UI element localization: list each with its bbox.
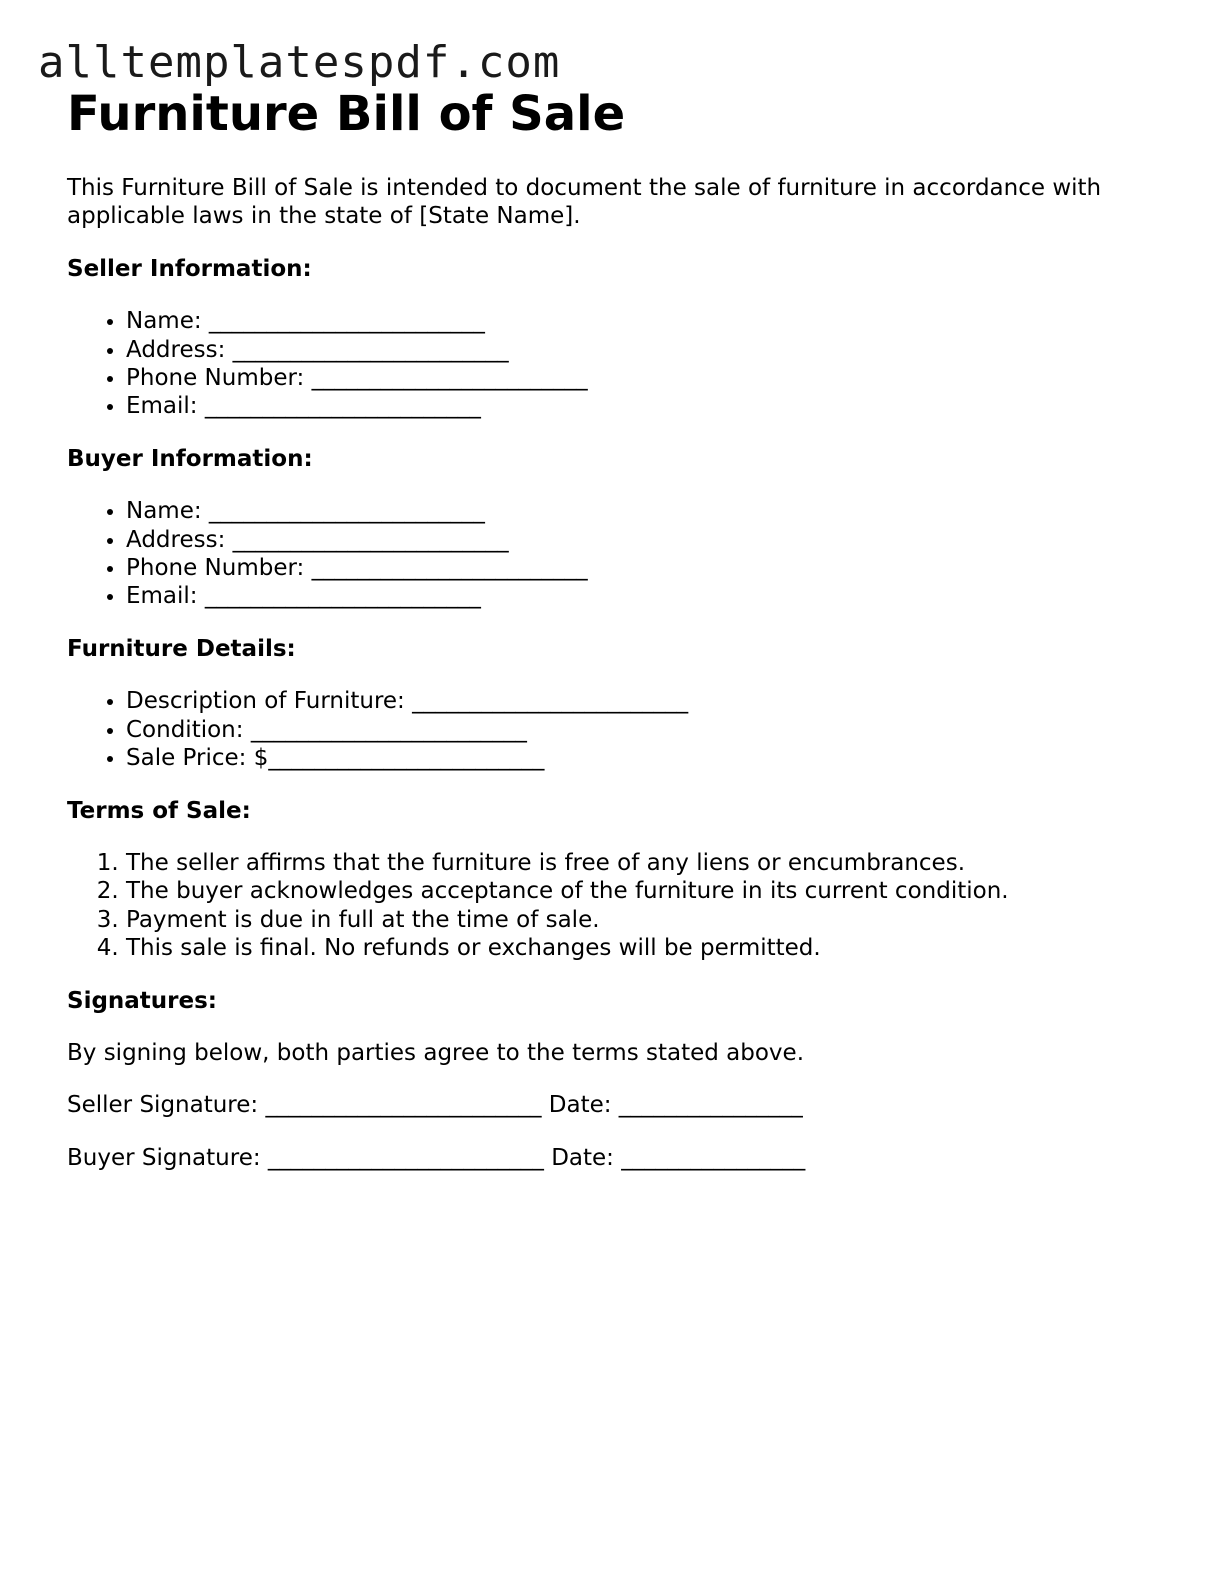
seller-section-heading: Seller Information: [67, 255, 312, 282]
seller-signature-line: Seller Signature: ________________________ Date: ________________ [67, 1092, 803, 1119]
seller-name-field: • Name: ________________________ [126, 307, 1167, 335]
agreement-statement: By signing below, both parties agree to the terms stated above. [67, 1039, 804, 1066]
signatures-section-heading: Signatures: [67, 987, 218, 1014]
furniture-field-list [67, 687, 1167, 772]
term-item: 3. Payment is due in full at the time of sale. [126, 906, 1167, 934]
furniture-condition-field: • Condition: ________________________ [126, 716, 1167, 744]
seller-address-field: • Address: ________________________ [126, 336, 1167, 364]
terms-list [67, 849, 1167, 963]
furniture-description-field: • Description of Furniture: ________________________ [126, 687, 1167, 715]
watermark-text: alltemplatespdf.com [38, 37, 561, 88]
page-title: Furniture Bill of Sale [67, 86, 626, 142]
term-item: 4. This sale is final. No refunds or exchanges will be permitted. [126, 934, 1167, 962]
seller-phone-field: • Phone Number: ________________________ [126, 364, 1167, 392]
furniture-section-heading: Furniture Details: [67, 635, 296, 662]
buyer-address-field: • Address: ________________________ [126, 526, 1167, 554]
seller-field-list [67, 307, 1167, 421]
buyer-section-heading: Buyer Information: [67, 445, 313, 472]
buyer-email-field: • Email: ________________________ [126, 582, 1167, 610]
intro-paragraph: This Furniture Bill of Sale is intended to document the sale of furniture in accordance with applicable laws in the state of [State Name]. [67, 175, 1102, 230]
term-item: 1. The seller affirms that the furniture is free of any liens or encumbrances. [126, 849, 1167, 877]
buyer-signature-line: Buyer Signature: ________________________ Date: ________________ [67, 1144, 806, 1171]
term-item: 2. The buyer acknowledges acceptance of the furniture in its current condition. [126, 877, 1167, 905]
buyer-phone-field: • Phone Number: ________________________ [126, 554, 1167, 582]
seller-email-field: • Email: ________________________ [126, 392, 1167, 420]
buyer-name-field: • Name: ________________________ [126, 497, 1167, 525]
sale-price-field: • Sale Price: $________________________ [126, 744, 1167, 772]
document-body [67, 174, 1167, 1196]
terms-section-heading: Terms of Sale: [67, 797, 251, 824]
buyer-field-list [67, 497, 1167, 611]
